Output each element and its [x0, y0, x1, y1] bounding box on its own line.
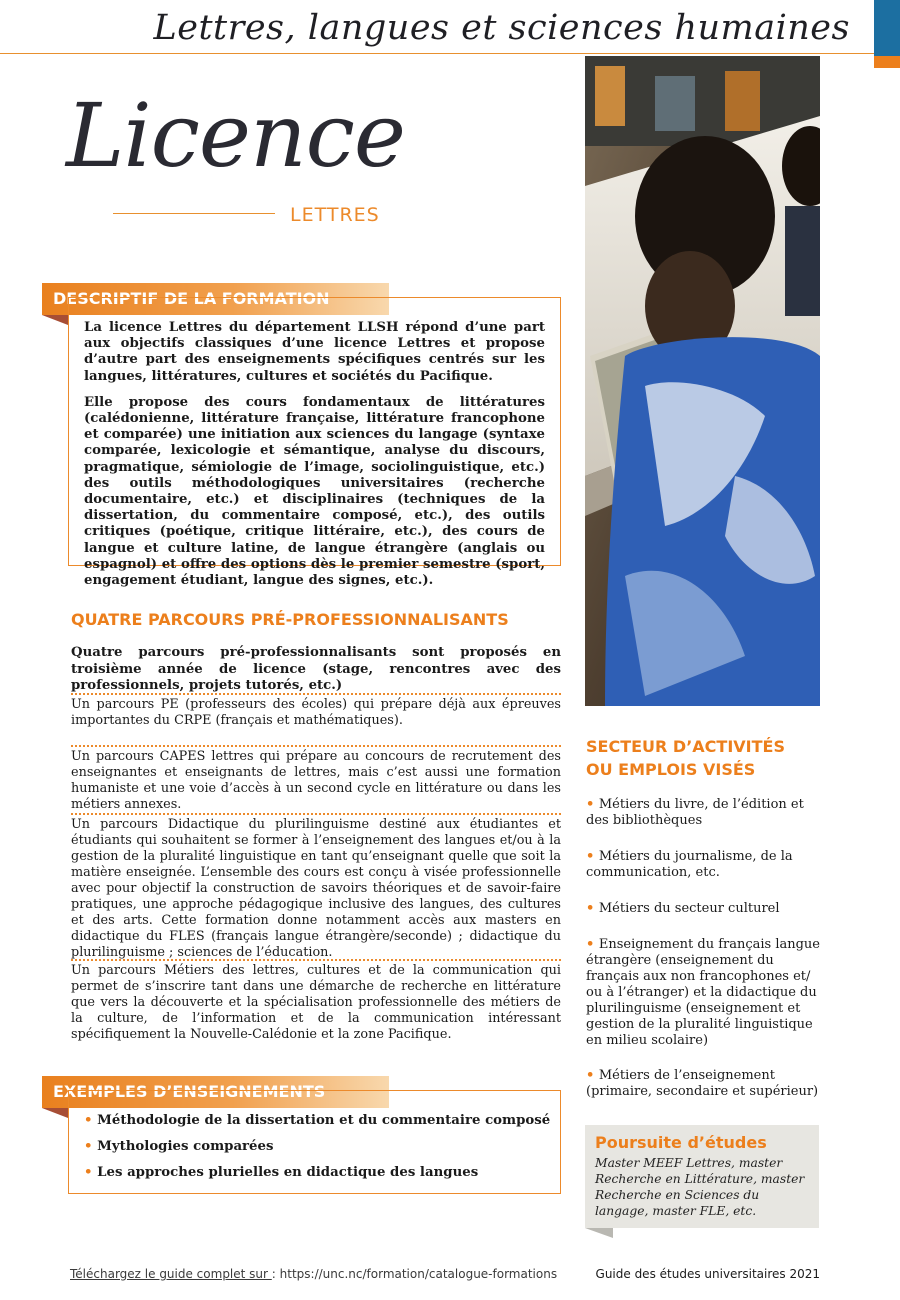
parcours-item-didactique: Un parcours Didactique du plurilinguisme destiné aux étudiantes et étudiants qui souhaitent se former à l’enseignement des langues et/ou à la gestion de la pluralité linguistique en tant qu’enseignant quelle que soit la matière enseignée. L’ensemble des cours est conçu à visée professionnelle avec pour objectif la construction de savoirs théoriques et de savoir-faire pratiques, une approche pédagogique inclusive des langues, des cultures et des arts. Cette formation donne notamment accès aux masters en didactique du FLES (français langue étrangère/seconde) ; didactique du plurilinguisme ; sciences de l’éducation.	[71, 817, 561, 960]
poursuite-fold	[585, 1228, 613, 1238]
secteur-item-text: Métiers du livre, de l’édition et des bibliothèques	[586, 797, 804, 828]
poursuite-heading: Poursuite d’études	[595, 1133, 767, 1152]
bullet-icon: •	[84, 1165, 98, 1180]
header-rule	[0, 53, 874, 54]
page-title: Licence	[66, 84, 405, 187]
header-title: Lettres, langues et sciences humaines	[153, 8, 850, 48]
secteur-item	[586, 1068, 822, 1100]
divider	[71, 813, 561, 815]
corner-tab	[874, 0, 900, 68]
exemple-item-text: Les approches plurielles en didactique des langues	[97, 1165, 479, 1180]
footer-url-link[interactable]: https://unc.nc/formation/catalogue-formations	[279, 1267, 558, 1281]
secteur-item	[586, 797, 822, 829]
footer-guide: Guide des études universitaires 2021	[595, 1267, 820, 1281]
page-subtitle: LETTRES	[290, 204, 380, 226]
exemple-item-text: Mythologies comparées	[97, 1139, 274, 1154]
bullet-icon: •	[586, 1068, 599, 1083]
divider	[71, 959, 561, 961]
parcours-item-metiers: Un parcours Métiers des lettres, cultures et de la communication qui permet de s’inscrire tant dans une démarche de recherche en littérature que vers la découverte et la spécialisation professionnelle des métiers de la culture, de l’information et de la communication intéressant spécifiquement la Nouvelle-Calédonie et la zone Pacifique.	[71, 963, 561, 1042]
secteur-item	[586, 901, 822, 917]
bullet-icon: •	[586, 797, 599, 812]
corner-tab-blue	[874, 0, 900, 56]
footer-download-label: Téléchargez le guide complet sur	[70, 1267, 272, 1281]
poursuite-text: Master MEEF Lettres, master Recherche en Littérature, master Recherche en Sciences du langage, master FLE, etc.	[595, 1156, 805, 1218]
secteur-item-text: Métiers de l’enseignement (primaire, secondaire et supérieur)	[586, 1068, 819, 1099]
bullet-icon: •	[586, 849, 599, 864]
secteur-item	[586, 937, 822, 1049]
descriptif-paragraph-1: La licence Lettres du département LLSH répond d’une part aux objectifs classiques d’une licence Lettres et propose d’autre part des enseignements spécifiques centrés sur les langues, littératures, cultures et sociétés du Pacifique.	[84, 320, 545, 384]
secteur-heading	[586, 735, 785, 781]
exemples-heading: EXEMPLES D’ENSEIGNEMENTS	[42, 1076, 389, 1108]
exemple-item	[84, 1113, 554, 1129]
photo-illustration	[585, 56, 820, 706]
secteur-heading-line-2: OU EMPLOIS VISÉS	[586, 760, 756, 779]
descriptif-paragraph-2: Elle propose des cours fondamentaux de littératures (calédonienne, littérature française, littérature francophone et comparée) une initiation aux sciences du langage (syntaxe comparée, lexicologie et sémantique, analyse du discours, pragmatique, sémiologie de l’image, sociolinguistique, etc.) des outils méthodologiques universitaires (recherche documentaire, etc.) et disciplinaires (techniques de la dissertation, du commentaire composé, etc.), des outils critiques (poétique, critique littéraire, etc.), des cours de langue et culture latine, de langue étrangère (anglais ou espagnol) et offre des options dès le premier semestre (sport, engagement étudiant, langue des signes, etc.).	[84, 394, 545, 589]
exemple-item	[84, 1139, 554, 1155]
exemple-item	[84, 1165, 554, 1181]
descriptif-banner-fold	[42, 315, 68, 325]
secteur-item	[586, 849, 822, 881]
poursuite-box	[585, 1125, 819, 1228]
parcours-intro: Quatre parcours pré-professionnalisants sont proposés en troisième année de licence (stage, rencontres avec des professionnels, projets tutorés, etc.)	[71, 645, 561, 693]
corner-tab-orange	[874, 56, 900, 68]
bullet-icon: •	[84, 1113, 98, 1128]
secteur-item-text: Métiers du secteur culturel	[598, 901, 780, 916]
parcours-item-pe: Un parcours PE (professeurs des écoles) qui prépare déjà aux épreuves importantes du CRPE (français et mathématiques).	[71, 697, 561, 728]
divider	[71, 693, 561, 695]
footer-download	[70, 1267, 557, 1281]
secteur-item-text: Enseignement du français langue étrangère (enseignement du français aux non francophones et/ ou à l’étranger) et la didactique du plurilinguisme (enseignement et gestion de la pluralité linguistique en milieu scolaire)	[586, 937, 821, 1048]
bullet-icon: •	[84, 1139, 98, 1154]
divider	[71, 745, 561, 747]
secteur-item-text: Métiers du journalisme, de la communication, etc.	[586, 849, 793, 880]
student-reading-photo	[585, 56, 820, 706]
descriptif-heading: DESCRIPTIF DE LA FORMATION	[42, 283, 389, 315]
descriptif-body	[84, 320, 545, 589]
footer-separator: :	[271, 1267, 280, 1281]
bullet-icon: •	[586, 937, 599, 952]
title-rule	[113, 213, 275, 214]
secteur-heading-line-1: SECTEUR D’ACTIVITÉS	[586, 737, 785, 756]
bullet-icon: •	[586, 901, 599, 916]
parcours-item-capes: Un parcours CAPES lettres qui prépare au concours de recrutement des enseignantes et enseignants de lettres, mais c’est aussi une formation humaniste et une voie d’accès à un second cycle en littérature ou dans les métiers annexes.	[71, 749, 561, 812]
parcours-heading: QUATRE PARCOURS PRÉ-PROFESSIONNALISANTS	[71, 610, 509, 629]
exemple-item-text: Méthodologie de la dissertation et du commentaire composé	[97, 1113, 551, 1128]
exemples-banner-fold	[42, 1108, 68, 1118]
